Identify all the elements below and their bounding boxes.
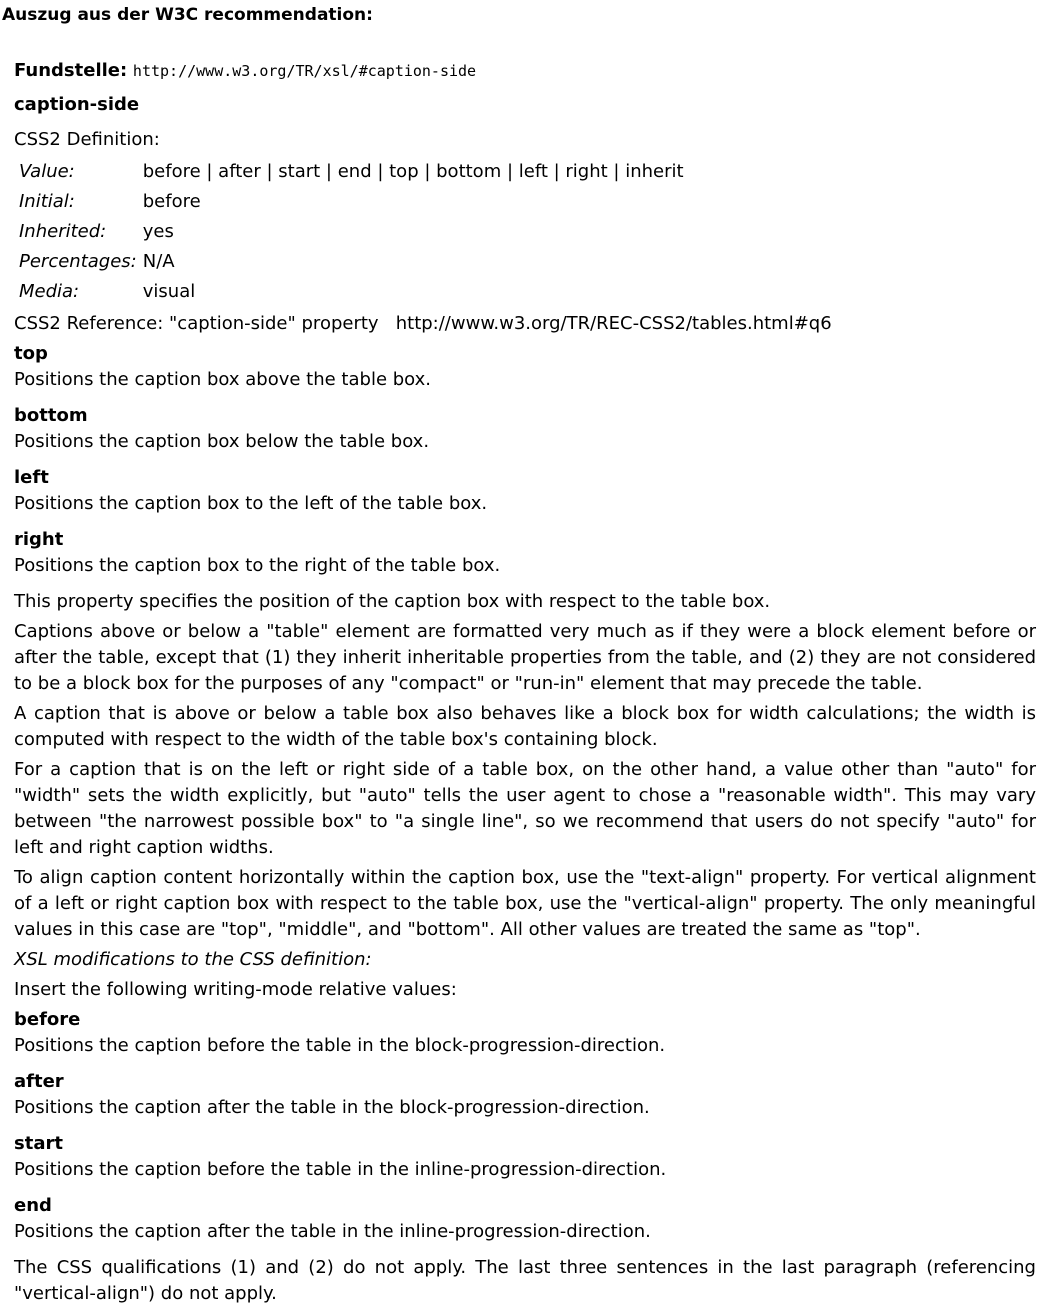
page-heading: Auszug aus der W3C recommendation: (2, 5, 373, 25)
xsl-term-before: before (14, 1009, 81, 1030)
fundstelle-line (14, 58, 1036, 84)
xsl-term-start: start (14, 1133, 63, 1154)
paragraph: A caption that is above or below a table box also behaves like a block box for width calculations; the width is computed with respect to the width of the table box's containing block. (14, 703, 1036, 750)
property-name: caption-side (14, 94, 140, 115)
definition-key: Percentages: (19, 251, 137, 272)
xsl-term-end: end (14, 1195, 52, 1216)
definition-row-media (16, 277, 687, 307)
value-definition-left: Positions the caption box to the left of the table box. (14, 493, 488, 514)
css2-definition-label: CSS2 Definition: (14, 129, 160, 150)
definition-value: N/A (142, 251, 175, 272)
xsl-definition-after: Positions the caption after the table in the block-progression-direction. (14, 1097, 650, 1118)
definition-value: visual (142, 281, 196, 302)
definition-row-initial (16, 187, 687, 217)
paragraph: For a caption that is on the left or right side of a table box, on the other hand, a value other than "auto" for "width" sets the width explicitly, but "auto" tells the user agent to chose a "reasonable width". This may vary between "the narrowest possible box" to "a single line", so we recommend that users do not specify "auto" for left and right caption widths. (14, 759, 1036, 858)
definition-key: Media: (19, 281, 80, 302)
value-term-bottom: bottom (14, 405, 88, 426)
value-definition-right: Positions the caption box to the right of the table box. (14, 555, 501, 576)
definition-row-value (16, 157, 687, 187)
fundstelle-url: http://www.w3.org/TR/xsl/#caption-side (132, 62, 477, 80)
xsl-insert-label: Insert the following writing-mode relative values: (14, 979, 457, 1000)
paragraph: To align caption content horizontally within the caption box, use the "text-align" property. For vertical alignment of a left or right caption box with respect to the table box, use the "vertical-align" property. The only meaningful values in this case are "top", "middle", and "bottom". All other values are treated the same as "top". (14, 867, 1036, 940)
definition-key: Initial: (19, 191, 75, 212)
final-note: The CSS qualifications (1) and (2) do not apply. The last three sentences in the last paragraph (referencing "vertical-align") do not apply. (14, 1257, 1036, 1304)
definition-key: Inherited: (19, 221, 107, 242)
xsl-modifications-label: XSL modifications to the CSS definition: (14, 949, 372, 970)
css2-reference: CSS2 Reference: "caption-side" property http://www.w3.org/TR/REC-CSS2/tables.html#q6 (14, 313, 832, 334)
value-definition-bottom: Positions the caption box below the table box. (14, 431, 430, 452)
recommendation-excerpt (14, 58, 1036, 1307)
definition-value: before | after | start | end | top | bottom | left | right | inherit (142, 161, 684, 182)
xsl-term-after: after (14, 1071, 64, 1092)
xsl-definition-end: Positions the caption after the table in the inline-progression-direction. (14, 1221, 651, 1242)
value-term-top: top (14, 343, 48, 364)
definition-row-percentages (16, 247, 687, 277)
definition-value: before (142, 191, 201, 212)
fundstelle-label: Fundstelle: (14, 60, 128, 81)
value-term-right: right (14, 529, 64, 550)
xsl-definition-before: Positions the caption before the table in the block-progression-direction. (14, 1035, 666, 1056)
definition-table (16, 157, 687, 307)
definition-row-inherited (16, 217, 687, 247)
definition-key: Value: (19, 161, 75, 182)
value-definition-top: Positions the caption box above the table box. (14, 369, 432, 390)
paragraph: Captions above or below a "table" element are formatted very much as if they were a block element before or after the table, except that (1) they inherit inheritable properties from the table, and (2) they are not considered to be a block box for the purposes of any "compact" or "run-in" element that may precede the table. (14, 621, 1036, 694)
xsl-definition-start: Positions the caption before the table in the inline-progression-direction. (14, 1159, 667, 1180)
paragraph: This property specifies the position of the caption box with respect to the table box. (14, 591, 771, 612)
value-term-left: left (14, 467, 49, 488)
definition-value: yes (142, 221, 174, 242)
